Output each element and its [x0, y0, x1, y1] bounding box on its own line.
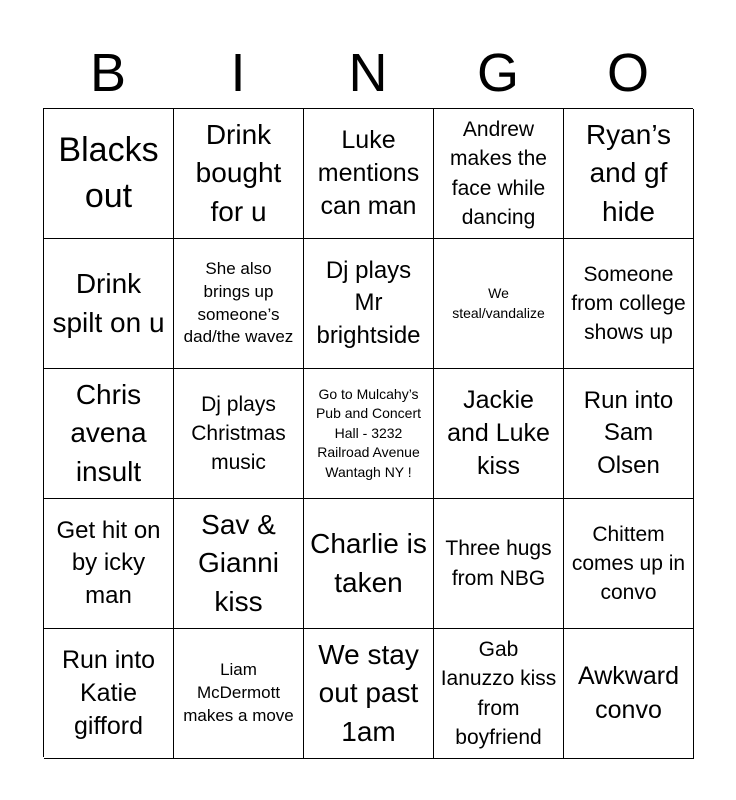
bingo-cell[interactable]	[564, 109, 694, 239]
bingo-cell[interactable]	[564, 369, 694, 499]
header-letter-i: I	[230, 43, 246, 103]
bingo-cell[interactable]	[564, 239, 694, 369]
bingo-cell[interactable]	[174, 239, 304, 369]
bingo-cell[interactable]	[304, 499, 434, 629]
bingo-cell[interactable]	[564, 499, 694, 629]
cell-text: We steal/vandalize	[452, 284, 545, 321]
bingo-cell[interactable]	[304, 629, 434, 759]
bingo-cell[interactable]	[434, 109, 564, 239]
cell-text: Blacks out	[58, 130, 159, 215]
bingo-cell[interactable]	[44, 239, 174, 369]
cell-text: Run into Katie gifford	[61, 645, 156, 741]
cell-text: Dj plays Mr brightside	[316, 256, 421, 349]
cell-text: Andrew makes the face while dancing	[450, 118, 547, 229]
cell-text: Charlie is taken	[310, 527, 427, 598]
bingo-cell[interactable]	[434, 499, 564, 629]
cell-text: We stay out past 1am	[318, 638, 419, 747]
cell-text: Drink bought for u	[195, 118, 282, 227]
bingo-cell[interactable]	[174, 629, 304, 759]
bingo-cell[interactable]	[174, 109, 304, 239]
cell-text: Liam McDermott makes a move	[183, 660, 294, 725]
bingo-cell[interactable]	[304, 369, 434, 499]
bingo-cell[interactable]	[174, 369, 304, 499]
bingo-cell[interactable]	[304, 109, 434, 239]
cell-text: Awkward convo	[578, 662, 679, 724]
cell-text: Someone from college shows up	[571, 262, 686, 345]
cell-text: Dj plays Christmas music	[191, 392, 286, 475]
bingo-cell[interactable]	[564, 629, 694, 759]
cell-text: Ryan’s and gf hide	[585, 118, 672, 227]
header-letter-o: O	[606, 43, 649, 103]
bingo-cell[interactable]	[434, 369, 564, 499]
bingo-cell[interactable]	[44, 629, 174, 759]
header-letter-g: G	[476, 43, 519, 103]
cell-text: Jackie and Luke kiss	[447, 385, 550, 481]
bingo-cell[interactable]	[304, 239, 434, 369]
cell-text: Go to Mulcahy’s Pub and Concert Hall - 3232 Railroad Avenue Wantagh NY !	[315, 385, 422, 480]
bingo-cell[interactable]	[44, 109, 174, 239]
bingo-cell[interactable]	[174, 499, 304, 629]
bingo-cell[interactable]	[44, 499, 174, 629]
cell-text: Drink spilt on u	[52, 267, 165, 338]
cell-text: Chris avena insult	[70, 378, 147, 487]
header-letter-n: N	[348, 43, 388, 103]
cell-text: Sav & Gianni kiss	[198, 508, 279, 617]
cell-text: Gab Ianuzzo kiss from boyfriend	[440, 638, 557, 749]
bingo-cell[interactable]	[434, 629, 564, 759]
cell-text: Chittem comes up in convo	[571, 522, 686, 605]
cell-text: Three hugs from NBG	[445, 537, 552, 590]
bingo-cell[interactable]	[44, 369, 174, 499]
cell-text: Luke mentions can man	[317, 125, 420, 221]
header-letter-b: B	[89, 43, 127, 103]
bingo-cell[interactable]	[434, 239, 564, 369]
cell-text: Run into Sam Olsen	[583, 386, 674, 479]
cell-text: She also brings up someone’s dad/the wavez	[183, 258, 294, 347]
cell-text: Get hit on by icky man	[56, 516, 161, 609]
bingo-board	[43, 108, 693, 757]
bingo-header	[43, 38, 693, 108]
